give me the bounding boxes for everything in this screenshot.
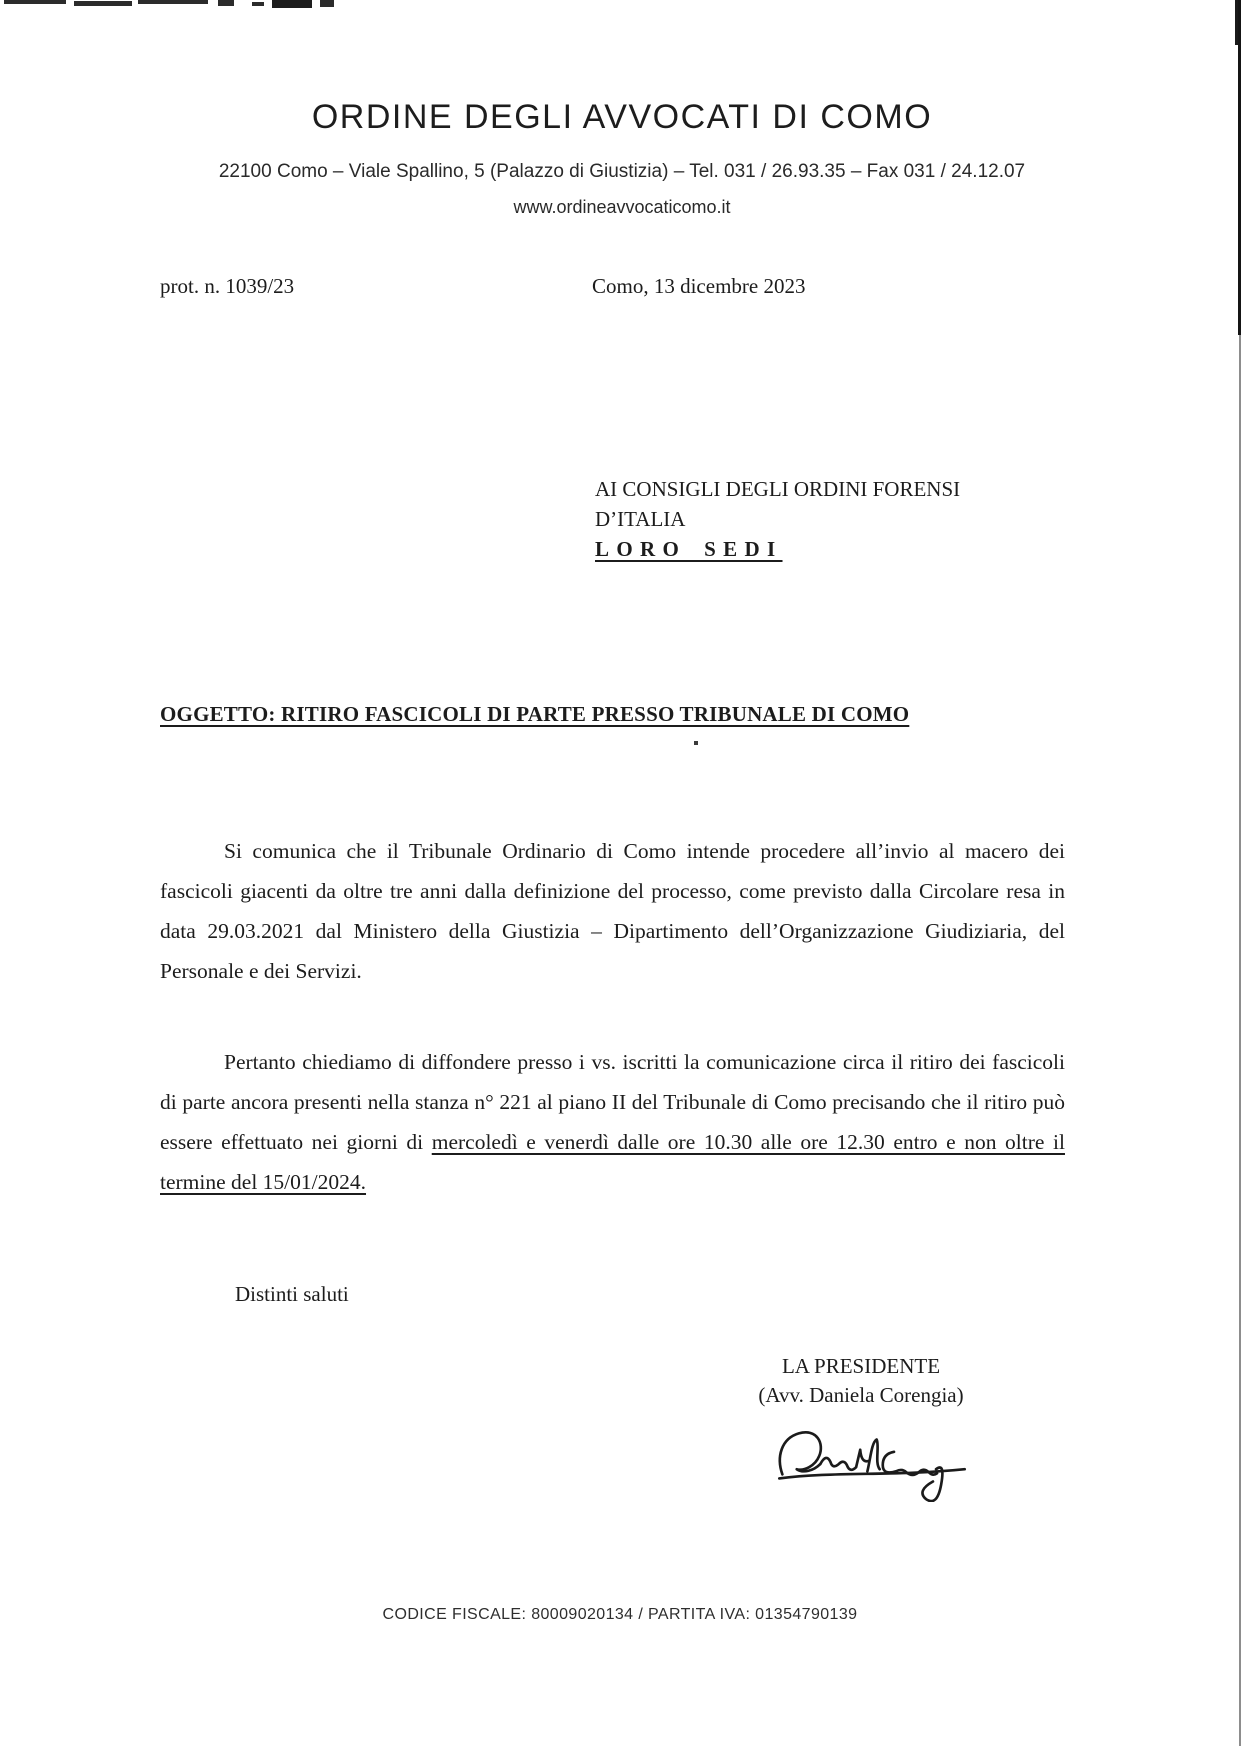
scan-artifact-top bbox=[4, 0, 66, 4]
scan-artifact-top bbox=[320, 0, 334, 7]
scan-artifact-top bbox=[218, 0, 234, 6]
scan-artifact-top bbox=[138, 0, 208, 4]
handwritten-signature bbox=[772, 1418, 972, 1502]
recipient-loro-sedi: LORO SEDI bbox=[595, 537, 783, 561]
scan-artifact-right-edge bbox=[1239, 335, 1241, 1746]
subject-line: OGGETTO: RITIRO FASCICOLI DI PARTE PRESSO TRIBUNALE DI COMO bbox=[160, 702, 910, 726]
fiscal-footer: CODICE FISCALE: 80009020134 / PARTITA IVA: 01354790139 bbox=[382, 1606, 858, 1623]
signer-name: (Avv. Daniela Corengia) bbox=[758, 1383, 964, 1407]
scan-artifact-dot bbox=[694, 741, 698, 745]
recipient-line-2: D’ITALIA bbox=[595, 507, 686, 531]
place-and-date: Como, 13 dicembre 2023 bbox=[592, 274, 806, 298]
organization-name: ORDINE DEGLI AVVOCATI DI COMO bbox=[311, 98, 933, 136]
scan-artifact-top bbox=[74, 1, 132, 6]
body-paragraph-1: Si comunica che il Tribunale Ordinario di Como intende procedere all’invio al macero dei fascicoli giacenti da oltre tre anni dalla definizione del processo, come previsto dalla Circolare resa in data 29.03.2021 dal Ministero della Giustizia – Dipartimento dell’Organizzazione Giudiziaria, del Personale e dei Servizi. bbox=[160, 838, 1065, 983]
body-paragraph-2-underlined: mercoledì e venerdì dalle ore 10.30 alle ore 12.30 entro e non oltre il termine del 15/01/2024. bbox=[160, 1129, 1065, 1194]
recipient-line-1: AI CONSIGLI DEGLI ORDINI FORENSI bbox=[595, 477, 961, 501]
body-paragraph-2 bbox=[160, 1042, 1065, 1202]
protocol-number: prot. n. 1039/23 bbox=[160, 274, 295, 298]
salutation: Distinti saluti bbox=[235, 1282, 349, 1306]
signer-title: LA PRESIDENTE bbox=[781, 1354, 941, 1378]
letterhead bbox=[0, 98, 1244, 218]
organization-address: 22100 Como – Viale Spallino, 5 (Palazzo di Giustizia) – Tel. 031 / 26.93.35 – Fax 031 / 24.12.07 bbox=[218, 161, 1026, 182]
body-paragraph-2-plain: Pertanto chiediamo di diffondere presso i vs. iscritti la comunicazione circa il ritiro dei fascicoli di parte ancora presenti nella stanza n° 221 al piano II del Tribunale di Como precisando che il ritiro può essere effettuato nei giorni di bbox=[160, 1049, 1065, 1154]
scan-artifact-top bbox=[272, 0, 312, 8]
scan-artifact-top bbox=[252, 2, 264, 6]
signer-block bbox=[701, 1352, 1021, 1410]
organization-website: www.ordineavvocaticomo.it bbox=[513, 197, 731, 217]
recipient-block bbox=[595, 474, 960, 564]
